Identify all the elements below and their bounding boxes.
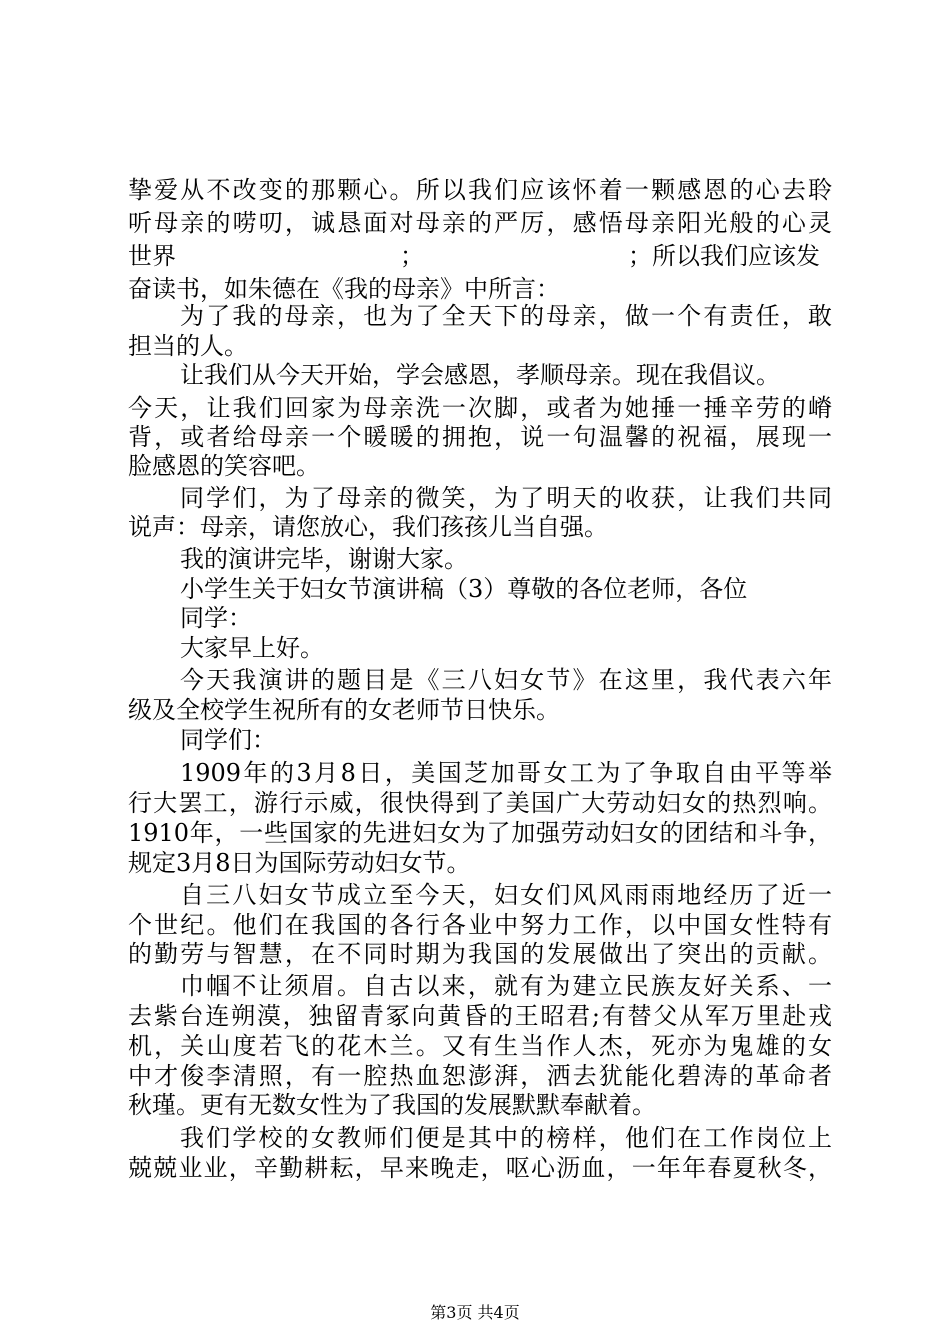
paragraph-start: 让我们从今天开始，学会感恩，孝顺母亲。现在我倡议。 <box>180 361 780 389</box>
text-line: 挚爱从不改变的那颗心。所以我们应该怀着一颗感恩的心去聆 <box>128 176 832 204</box>
text-fragment: ；所以我们应该发 <box>628 242 820 270</box>
text-line: 担当的人。 <box>128 332 248 360</box>
text-line: 秋瑾。更有无数女性为了我国的发展默默奉献着。 <box>128 1091 656 1119</box>
text-line: 脸感恩的笑容吧。 <box>128 452 320 480</box>
text-line: 行大罢工，游行示威，很快得到了美国广大劳动妇女的热烈响。 <box>128 789 832 817</box>
text-line: 去紫台连朔漠，独留青冢向黄昏的王昭君;有替父从军万里赴戎 <box>128 1002 832 1030</box>
paragraph-start: 今天我演讲的题目是《三八妇女节》在这里，我代表六年 <box>180 666 832 694</box>
text-line: 级及全校学生祝所有的女老师节日快乐。 <box>128 696 560 724</box>
text-line: 背，或者给母亲一个暖暖的拥抱，说一句温馨的祝福，展现一 <box>128 423 832 451</box>
text-line: 今天，让我们回家为母亲洗一次脚，或者为她捶一捶辛劳的嵴 <box>128 394 832 422</box>
text-fragment: ； <box>400 242 424 270</box>
paragraph-start: 小学生关于妇女节演讲稿（3）尊敬的各位老师，各位 <box>180 575 748 603</box>
paragraph-start: 自三八妇女节成立至今天，妇女们风风雨雨地经历了近一 <box>180 881 832 909</box>
text-line: 个世纪。他们在我国的各行各业中努力工作，以中国女性特有 <box>128 911 832 939</box>
text-line: 规定3月8日为国际劳动妇女节。 <box>128 849 471 877</box>
text-line: 奋读书，如朱德在《我的母亲》中所言： <box>128 275 560 303</box>
paragraph-start: 同学们，为了母亲的微笑，为了明天的收获，让我们共同 <box>180 484 832 512</box>
paragraph-start: 我的演讲完毕，谢谢大家。 <box>180 545 468 573</box>
paragraph-start: 同学： <box>180 604 252 632</box>
text-line: 1910年，一些国家的先进妇女为了加强劳动妇女的团结和斗争， <box>128 819 832 847</box>
text-line: 听母亲的唠叨，诚恳面对母亲的严厉，感悟母亲阳光般的心灵 <box>128 209 832 237</box>
text-line: 机，关山度若飞的花木兰。又有生当作人杰，死亦为鬼雄的女 <box>128 1032 832 1060</box>
paragraph-start: 我们学校的女教师们便是其中的榜样，他们在工作岗位上 <box>180 1124 832 1152</box>
paragraph-start: 同学们： <box>180 726 276 754</box>
text-line: 说声：母亲，请您放心，我们孩孩儿当自强。 <box>128 513 608 541</box>
paragraph-start: 1909年的3月8日，美国芝加哥女工为了争取自由平等举 <box>180 759 832 787</box>
text-line: 兢兢业业，辛勤耕耘，早来晚走，呕心沥血，一年年春夏秋冬， <box>128 1154 832 1182</box>
text-line: 的勤劳与智慧，在不同时期为我国的发展做出了突出的贡献。 <box>128 940 832 968</box>
paragraph-start: 为了我的母亲，也为了全天下的母亲，做一个有责任，敢 <box>180 302 832 330</box>
text-line: 中才俊李清照，有一腔热血恕澎湃，洒去犹能化碧涛的革命者 <box>128 1062 832 1090</box>
text-line-with-blanks <box>128 238 832 274</box>
page-footer: 第3页 共4页 <box>430 1303 520 1322</box>
text-fragment: 世界 <box>128 242 176 270</box>
paragraph-start: 巾帼不让须眉。自古以来，就有为建立民族友好关系、一 <box>180 972 832 1000</box>
paragraph-start: 大家早上好。 <box>180 634 324 662</box>
